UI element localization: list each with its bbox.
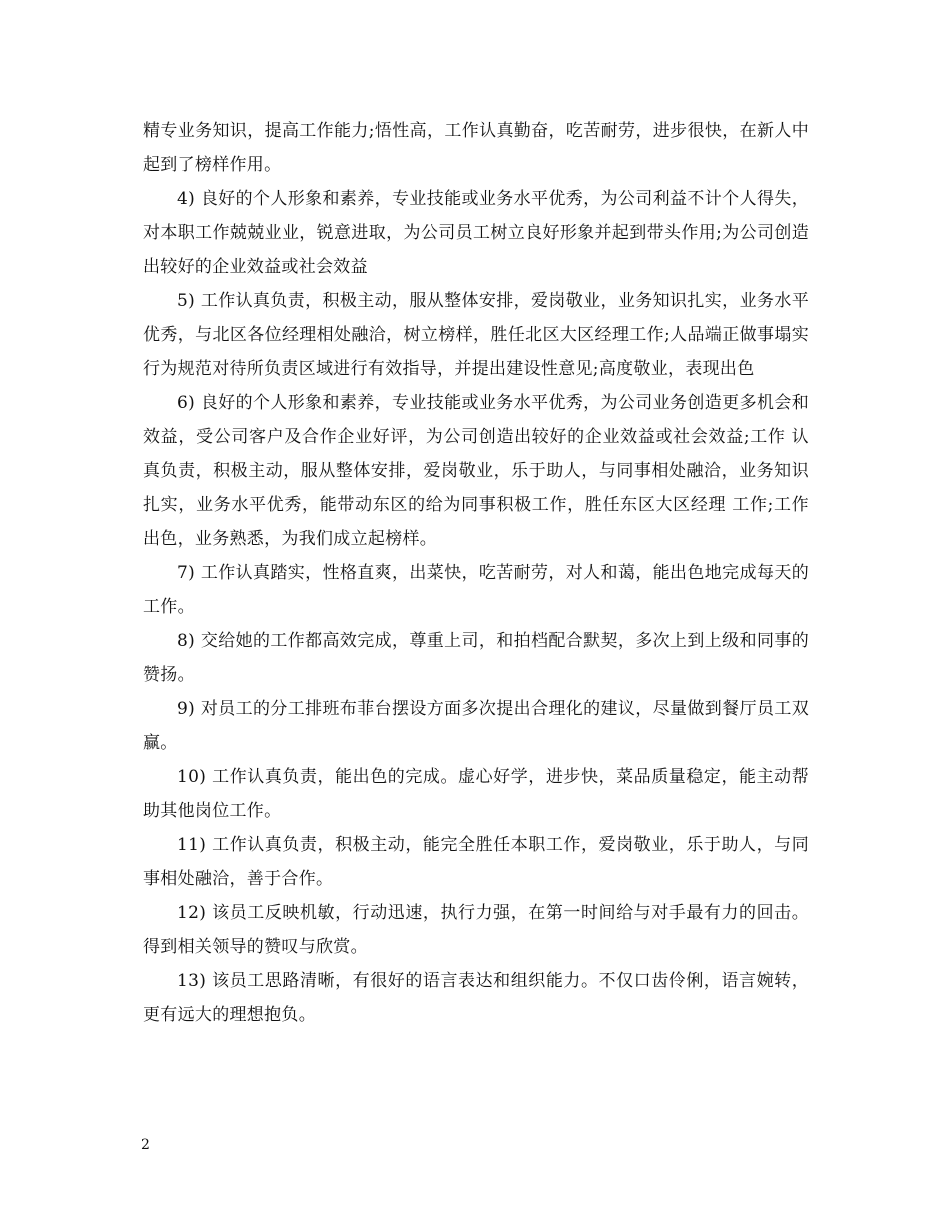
page-number: 2 bbox=[141, 1137, 150, 1153]
paragraph-item-10: 10) 工作认真负责，能出色的完成。虚心好学，进步快，菜品质量稳定，能主动帮助其他岗位工作。 bbox=[143, 767, 809, 821]
paragraph-item-5: 5) 工作认真负责，积极主动，服从整体安排，爱岗敬业，业务知识扎实，业务水平优秀，与北区各位经理相处融洽，树立榜样，胜任北区大区经理工作;人品端正做事塌实行为规范对待所负责区域进行有效指导，并提出建设性意见;高度敬业，表现出色 bbox=[143, 291, 809, 379]
paragraph-item-6: 6) 良好的个人形象和素养，专业技能或业务水平优秀，为公司业务创造更多机会和效益，受公司客户及合作企业好评，为公司创造出较好的企业效益或社会效益;工作 认真负责，积极主动，服从整体安排，爱岗敬业，乐于助人，与同事相处融洽，业务知识扎实，业务水平优秀，能带动东区的给为同事积极工作，胜任东区大区经理 工作;工作出色，业务熟悉，为我们成立起榜样。 bbox=[143, 393, 809, 549]
paragraph-item-12: 12) 该员工反映机敏，行动迅速，执行力强，在第一时间给与对手最有力的回击。得到相关领导的赞叹与欣赏。 bbox=[143, 903, 809, 957]
paragraph-item-4: 4) 良好的个人形象和素养，专业技能或业务水平优秀，为公司利益不计个人得失，对本职工作兢兢业业，锐意进取，为公司员工树立良好形象并起到带头作用;为公司创造出较好的企业效益或社会效益 bbox=[143, 189, 809, 277]
paragraph-item-13: 13) 该员工思路清晰，有很好的语言表达和组织能力。不仅口齿伶俐，语言婉转，更有远大的理想抱负。 bbox=[143, 971, 809, 1025]
document-body bbox=[143, 114, 809, 1032]
paragraph-continuation: 精专业务知识，提高工作能力;悟性高，工作认真勤奋，吃苦耐劳，进步很快，在新人中起到了榜样作用。 bbox=[143, 121, 809, 175]
paragraph-item-9: 9) 对员工的分工排班布菲台摆设方面多次提出合理化的建议，尽量做到餐厅员工双赢。 bbox=[143, 699, 809, 753]
paragraph-item-8: 8) 交给她的工作都高效完成，尊重上司，和拍档配合默契，多次上到上级和同事的赞扬。 bbox=[143, 631, 809, 685]
paragraph-item-7: 7) 工作认真踏实，性格直爽，出菜快，吃苦耐劳，对人和蔼，能出色地完成每天的工作。 bbox=[143, 563, 809, 617]
paragraph-item-11: 11) 工作认真负责，积极主动，能完全胜任本职工作，爱岗敬业，乐于助人，与同事相处融洽，善于合作。 bbox=[143, 835, 809, 889]
